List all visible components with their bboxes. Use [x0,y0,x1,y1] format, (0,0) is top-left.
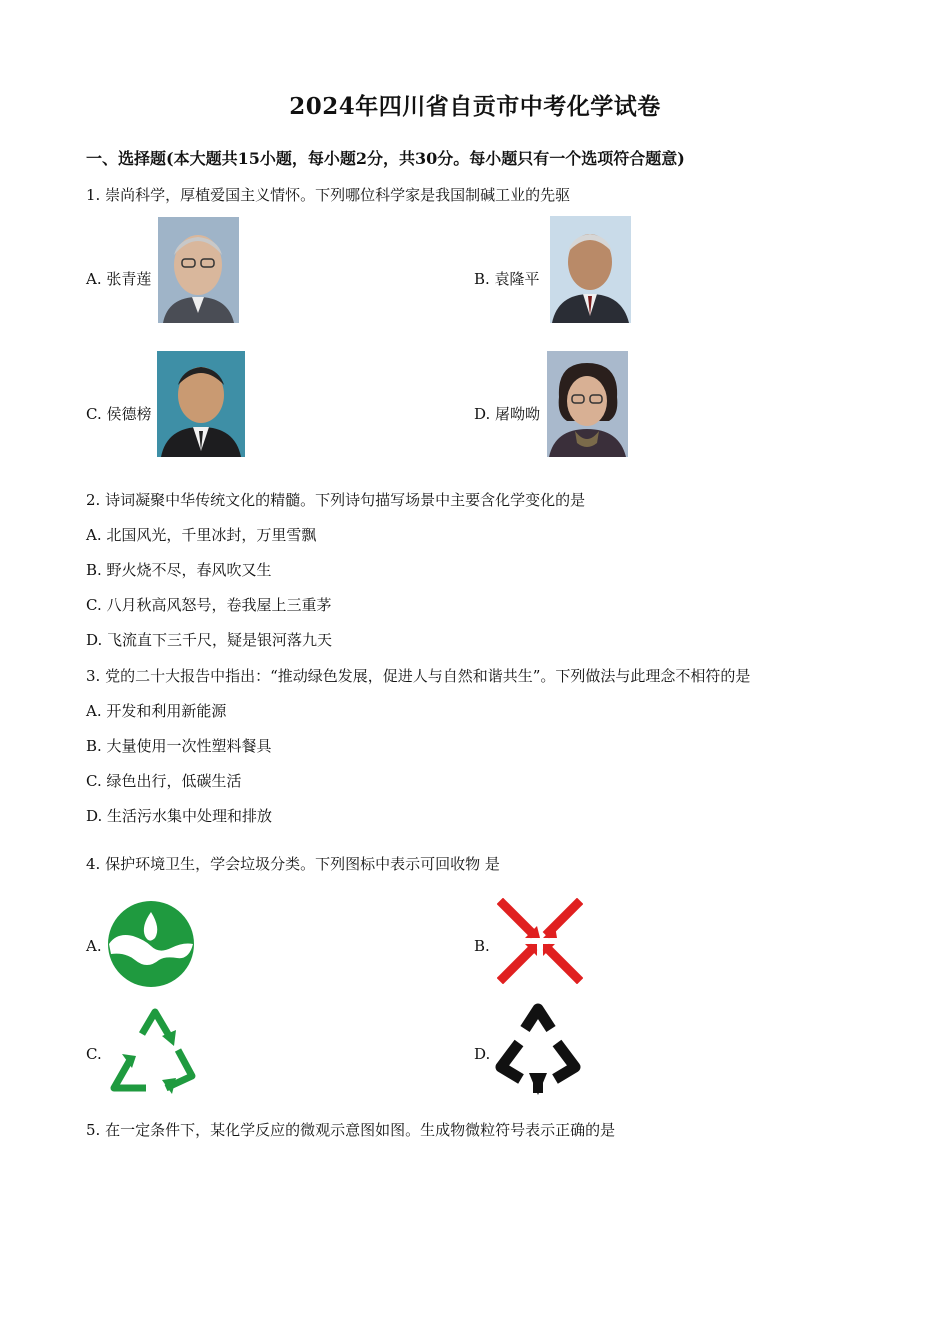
harmful-waste-icon [497,898,583,988]
q4-option-d: D. [474,1045,491,1063]
kitchen-waste-icon [107,900,195,992]
page-title: 2024年四川省自贡市中考化学试卷 [289,93,661,120]
question-1-stem: 1. 崇尚科学，厚植爱国主义情怀。下列哪位科学家是我国制碱工业的先驱 [86,186,571,204]
question-3-stem: 3. 党的二十大报告中指出：“推动绿色发展，促进人与自然和谐共生”。下列做法与此理念不相符的是 [86,667,751,685]
q1-option-c: C. 侯德榜 [86,405,152,423]
q3-option-d: D. 生活污水集中处理和排放 [86,807,273,825]
section-heading: 一、选择题(本大题共15小题，每小题2分，共30分。每小题只有一个选项符合题意) [86,149,685,168]
q2-option-c: C. 八月秋高风怒号，卷我屋上三重茅 [86,596,332,614]
q4-option-a: A. [86,937,102,955]
other-waste-icon [495,1003,581,1103]
portrait-tu-youyou [547,351,628,457]
q4-option-c: C. [86,1045,102,1063]
q3-option-a: A. 开发和利用新能源 [86,702,227,720]
q3-option-b: B. 大量使用一次性塑料餐具 [86,737,272,755]
question-2-stem: 2. 诗词凝聚中华传统文化的精髓。下列诗句描写场景中主要含化学变化的是 [86,491,586,509]
q3-option-c: C. 绿色出行，低碳生活 [86,772,242,790]
q2-option-d: D. 飞流直下三千尺，疑是银河落九天 [86,631,333,649]
question-5-stem: 5. 在一定条件下，某化学反应的微观示意图如图。生成物微粒符号表示正确的是 [86,1121,616,1139]
recycle-icon [106,1006,204,1100]
portrait-yuan-longping [550,216,631,323]
portrait-zhang-qinglian [158,217,239,323]
q1-option-d: D. 屠呦呦 [474,405,541,423]
q4-option-b: B. [474,937,490,955]
q1-option-a: A. 张青莲 [86,270,152,288]
q2-option-b: B. 野火烧不尽，春风吹又生 [86,561,272,579]
q1-option-b: B. 袁隆平 [474,270,540,288]
question-4-stem: 4. 保护环境卫生，学会垃圾分类。下列图标中表示可回收物 是 [86,855,500,873]
portrait-hou-debang [157,351,245,457]
q2-option-a: A. 北国风光，千里冰封，万里雪飘 [86,526,317,544]
